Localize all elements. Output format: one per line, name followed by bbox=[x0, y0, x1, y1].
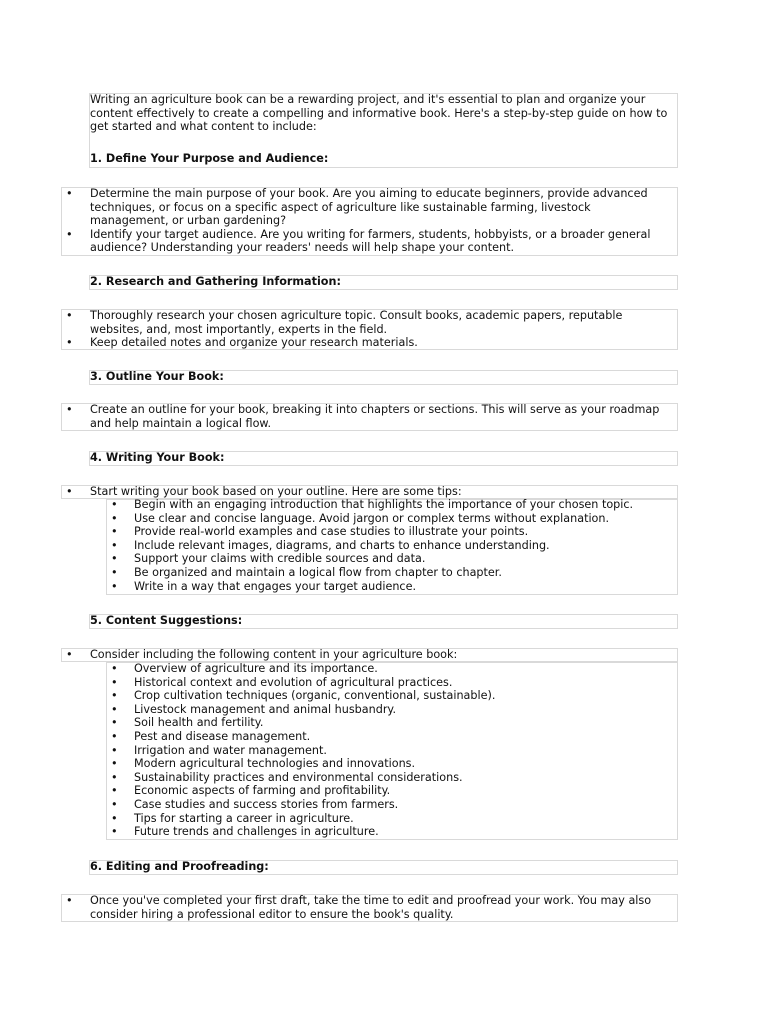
list-item: • Once you've completed your first draft, take the time to edit and proofread your work. You may also consider hiring a professional editor to ensure the book's quality. bbox=[61, 894, 651, 921]
section-5-content-list bbox=[106, 662, 495, 839]
list-item: • Consider including the following content in your agriculture book: bbox=[61, 648, 457, 662]
list-item: • Pest and disease management. bbox=[106, 730, 495, 744]
list-item: • Be organized and maintain a logical flow from chapter to chapter. bbox=[106, 566, 633, 580]
section-2-list bbox=[61, 309, 622, 350]
intro-line: get started and what content to include: bbox=[90, 120, 317, 134]
list-item: • Future trends and challenges in agriculture. bbox=[106, 825, 495, 839]
list-item: • Crop cultivation techniques (organic, conventional, sustainable). bbox=[106, 689, 495, 703]
section-5-lead-list bbox=[61, 648, 457, 662]
section-6-list bbox=[61, 894, 651, 921]
list-item: • Livestock management and animal husbandry. bbox=[106, 703, 495, 717]
intro-line: Writing an agriculture book can be a rewarding project, and it's essential to plan and organize your bbox=[90, 93, 646, 106]
section-3-list bbox=[61, 403, 659, 430]
heading-3: 3. Outline Your Book: bbox=[90, 370, 224, 383]
section-4-tips-list bbox=[106, 498, 633, 593]
intro-line: content effectively to create a compelling and informative book. Here's a step-by-step guide on how to bbox=[90, 106, 668, 120]
list-item: • Create an outline for your book, breaking it into chapters or sections. This will serve as your roadmap and help maintain a logical flow. bbox=[61, 403, 659, 430]
list-item: • Use clear and concise language. Avoid jargon or complex terms without explanation. bbox=[106, 512, 633, 526]
intro-paragraph bbox=[90, 93, 667, 134]
list-item: • Economic aspects of farming and profitability. bbox=[106, 784, 495, 798]
list-item: • Thoroughly research your chosen agriculture topic. Consult books, academic papers, reputable websites, and, most importantly, experts in the field. bbox=[61, 309, 622, 336]
list-item: • Include relevant images, diagrams, and charts to enhance understanding. bbox=[106, 539, 633, 553]
section-1-list bbox=[61, 187, 650, 255]
list-item: • Tips for starting a career in agriculture. bbox=[106, 812, 495, 826]
list-item: • Historical context and evolution of agricultural practices. bbox=[106, 676, 495, 690]
list-item: • Begin with an engaging introduction that highlights the importance of your chosen topic. bbox=[106, 498, 633, 512]
list-item: • Start writing your book based on your outline. Here are some tips: bbox=[61, 485, 462, 499]
list-item: • Support your claims with credible sources and data. bbox=[106, 552, 633, 566]
section-4-lead-list bbox=[61, 485, 462, 499]
list-item: • Write in a way that engages your target audience. bbox=[106, 580, 633, 594]
list-item: • Determine the main purpose of your book. Are you aiming to educate beginners, provide advanced techniques, or focus on a specific aspect of agriculture like sustainable farming, livestock management, or urban gardening? bbox=[61, 187, 650, 228]
heading-2: 2. Research and Gathering Information: bbox=[90, 275, 341, 288]
list-item: • Overview of agriculture and its importance. bbox=[106, 662, 495, 676]
list-item: • Irrigation and water management. bbox=[106, 744, 495, 758]
list-item: • Sustainability practices and environmental considerations. bbox=[106, 771, 495, 785]
heading-5: 5. Content Suggestions: bbox=[90, 614, 243, 627]
list-item: • Soil health and fertility. bbox=[106, 716, 495, 730]
list-item: • Identify your target audience. Are you writing for farmers, students, hobbyists, or a broader general audience? Understanding your readers' needs will help shape your content. bbox=[61, 228, 650, 255]
heading-4: 4. Writing Your Book: bbox=[90, 451, 225, 464]
list-item: • Provide real-world examples and case studies to illustrate your points. bbox=[106, 525, 633, 539]
list-item: • Case studies and success stories from farmers. bbox=[106, 798, 495, 812]
list-item: • Keep detailed notes and organize your research materials. bbox=[61, 336, 622, 350]
heading-6: 6. Editing and Proofreading: bbox=[90, 860, 269, 873]
list-item: • Modern agricultural technologies and innovations. bbox=[106, 757, 495, 771]
heading-1: 1. Define Your Purpose and Audience: bbox=[90, 152, 329, 165]
